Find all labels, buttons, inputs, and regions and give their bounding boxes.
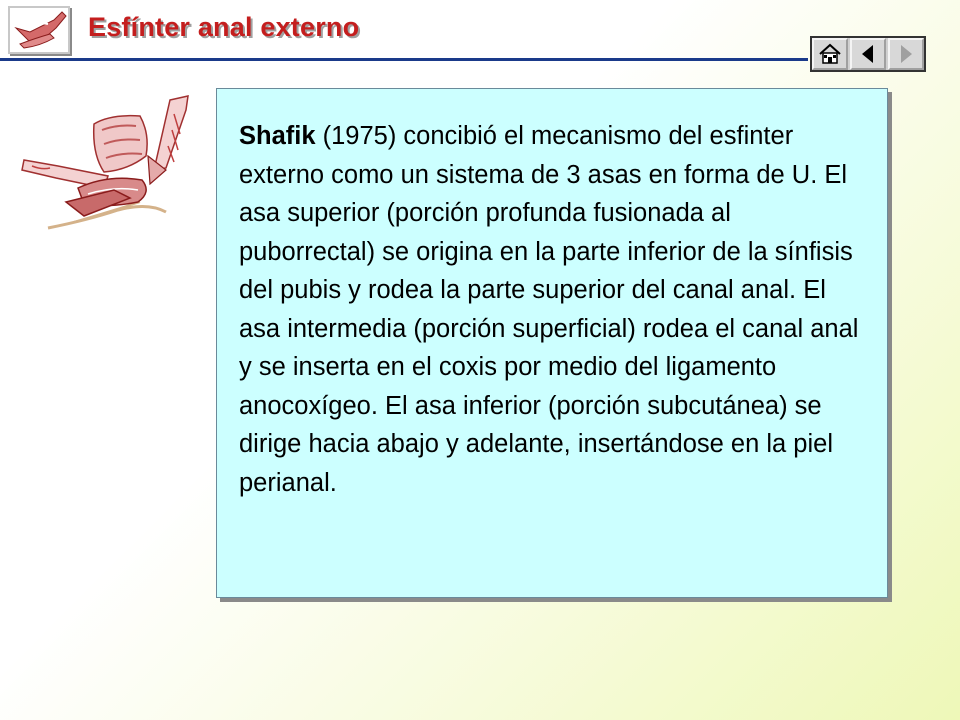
page-title: Esfínter anal externo [88, 12, 360, 42]
previous-arrow-icon [858, 43, 878, 65]
home-button[interactable] [812, 38, 848, 70]
home-icon [818, 43, 842, 65]
anatomy-muscle-logo-icon [10, 8, 68, 52]
anatomy-illustration [18, 94, 196, 234]
anal-sphincter-diagram-icon [18, 94, 196, 234]
nav-toolbar [810, 36, 926, 72]
next-button[interactable] [888, 38, 924, 70]
description-paragraph [239, 117, 869, 502]
description-box [216, 88, 888, 598]
author-name: Shafik [239, 122, 316, 150]
next-arrow-icon [896, 43, 916, 65]
description-text: (1975) concibió el mecanismo del esfinter externo como un sistema de 3 asas en forma de U. El asa superior (porción profunda fusionada al puborrectal) se origina en la parte inferior de la sínfisis del pubis y rodea la parte superior del canal anal. El asa intermedia (porción superficial) rodea el canal anal y se inserta en el coxis por medio del ligamento anocoxígeo. El asa inferior (porción subcutánea) se dirige hacia abajo y adelante, insertándose en la piel perianal. [239, 122, 859, 497]
logo [8, 6, 70, 54]
header-divider [0, 58, 808, 61]
previous-button[interactable] [850, 38, 886, 70]
